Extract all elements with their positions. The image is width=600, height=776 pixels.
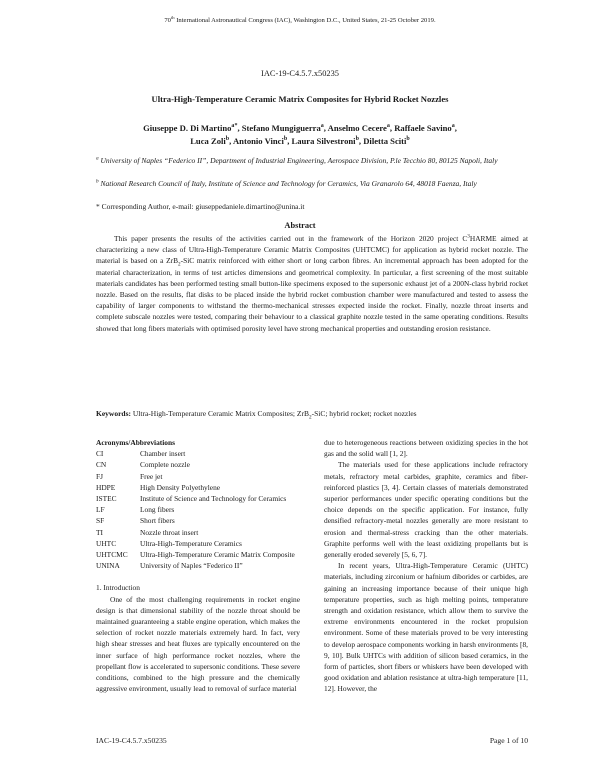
right-column <box>324 437 528 695</box>
acronym-row: UNINA University of Naples “Federico II” <box>96 561 243 571</box>
author: Antonio Vinci <box>232 136 284 146</box>
acronym-row: HDPE High Density Polyethylene <box>96 482 221 492</box>
introduction-heading: 1. Introduction <box>96 583 140 593</box>
author: Luca Zoli <box>190 136 226 146</box>
author: Stefano Mungiguerra <box>241 123 321 133</box>
author-list: Giuseppe D. Di Martino$^{a*}$, Stefano Mungiguerra$^a$, Anselmo Cecere$^a$, Raffaele Savino$^a$, Luca Zoli$^b$, Antonio Vinci$^b$, Laura Silvestroni$^b$, Diletta Sciti$^b$ <box>143 123 457 146</box>
body-paragraph: In recent years, Ultra-High-Temperature Ceramic (UHTC) materials, including zirconium or hafnium diborides or carbides, are gaining an increasing importance because of their unique high temperature properties, such as high melting points, temperature strength and oxidation resistance, which allow them to survive the extreme environments encountered in the rocket propulsion environment. Some of these materials proved to be very interesting to develop aerospace components working in harsh environments [8, 9, 10]. Bulk UHTCs with addition of silicon based ceramics, in the form of particles, short fibers or whiskers have been developed with good oxidation and ablation resistance at ultra-high temperature [11, 12]. However, the <box>324 561 528 694</box>
acronym-row: UHTCMC Ultra-High-Temperature Ceramic Matrix Composite <box>96 550 295 560</box>
left-column <box>96 437 300 694</box>
abstract-heading: Abstract <box>284 221 316 230</box>
body-paragraph: The materials used for these applications include refractory metals, refractory metal carbides, graphite, ceramics and fiber-reinforced plastics [3, 4]. Certain classes of materials demonstrated superior performances under specific operating conditions but the choice depends on the specific application. For instance, fully densified refractory-metal nozzles generally are more resistant to erosion and thermal-stress cracking than the other materials. Graphite performs well with the least oxidizing propellants but is generally eroded severely [5, 6, 7]. <box>324 460 528 560</box>
affiliation-a: $^a$ University of Naples “Federico II”, Department of Industrial Engineering, Aerospace Division, P.le Tecchio 80, 80125 Napoli, Italy <box>96 155 498 165</box>
acronyms-heading: Acronyms/Abbreviations <box>96 438 175 447</box>
acronyms-list <box>96 448 300 571</box>
keywords: Keywords: Ultra-High-Temperature Ceramic Matrix Composites; ZrB$_2$-SiC; hybrid rocket; rocket nozzles <box>96 409 417 421</box>
acronym-row: LF Long fibers <box>96 505 175 515</box>
acronym-row: TI Nozzle throat insert <box>96 527 199 537</box>
paper-id: IAC-19-C4.5.7.x50235 <box>261 69 339 78</box>
author: Anselmo Cecere <box>327 123 387 133</box>
corresponding-author: * Corresponding Author, e-mail: giuseppedaniele.dimartino@unina.it <box>96 202 305 211</box>
acronym-row: FJ Free jet <box>96 471 163 481</box>
footer-paper-id: IAC-19-C4.5.7.x50235 <box>96 736 167 745</box>
acronym-row: CI Chamber insert <box>96 449 186 459</box>
author: Giuseppe D. Di Martino <box>143 123 232 133</box>
abstract-text: This paper presents the results of the activities carried out in the framework of the Horizon 2020 project $C^3HARME$ aimed at characterizing a new class of Ultra-High-Temperature Ceramic Matrix Composites (UHTCMC) for application as hybrid rocket nozzle. The material is based on a ZrB$_2$-SiC matrix reinforced with either short or long carbon fibres. An incremental approach has been adopted for the material characterization, in terms of test articles dimensions and geometrical complexity. In particular, a first screening of the most suitable materials candidates has been performed testing small button-like specimens exposed to the supersonic exhaust jet of a 200N-class hybrid rocket nozzle. Based on the results, flat disks to be placed inside the hybrid rocket combustion chamber were manufactured and tested to assess the capability of larger components to withstand the thermo-mechanical stresses expected inside the rocket. Finally, nozzle throat inserts and complete subscale nozzles were tested, comparing their behaviour to a classical graphite nozzle tested in the same operating conditions. Results showed that long fibers materials with optimised porosity level have strong mechanical properties and outstanding erosion resistance. <box>96 233 528 333</box>
author: Diletta Sciti <box>363 136 407 146</box>
footer-page-number: Page 1 of 10 <box>489 736 528 745</box>
author: Raffaele Savino <box>394 123 452 133</box>
acronym-row: ISTEC Institute of Science and Technology for Ceramics <box>96 494 287 504</box>
author: Laura Silvestroni <box>291 136 356 146</box>
introduction-paragraph: One of the most challenging requirements in rocket engine design is that dimensional stability of the nozzle throat should be maintained guaranteeing a stable engine operation, which makes the selection of rocket nozzle materials extremely hard. In fact, very high shear stresses and heat fluxes are typically encountered on the inner surface of high performance rocket nozzles, where the propellant flow is accelerated to supersonic conditions. These severe conditions, combined to the high pressure and the chemically aggressive environment, usually lead to removal of surface material <box>96 594 300 694</box>
acronym-row: CN Complete nozzle <box>96 460 190 470</box>
body-paragraph: due to heterogeneous reactions between oxidizing species in the hot gas and the solid wall [1, 2]. <box>324 438 528 459</box>
paper-title: Ultra-High-Temperature Ceramic Matrix Composites for Hybrid Rocket Nozzles <box>151 94 449 104</box>
affiliation-b: $^b$ National Research Council of Italy, Institute of Science and Technology for Ceramics, Via Granarolo 64, 48018 Faenza, Italy <box>96 178 477 188</box>
acronym-row: UHTC Ultra-High-Temperature Ceramics <box>96 538 242 548</box>
conference-header: 70th International Astronautical Congress (IAC), Washington D.C., United States, 21-25 October 2019. <box>164 14 436 24</box>
acronym-row: SF Short fibers <box>96 516 175 526</box>
